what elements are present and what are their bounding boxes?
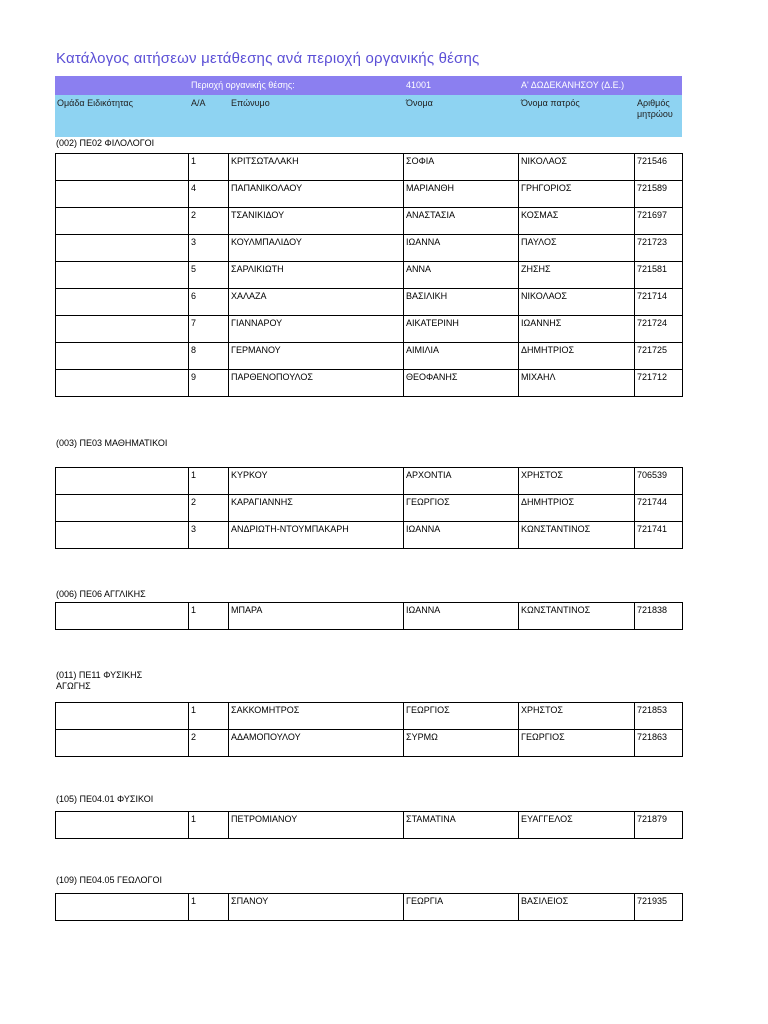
cell-aa — [189, 370, 229, 397]
cell-aa — [189, 812, 229, 839]
cell-surname-text: ΠΕΤΡΟΜΙΑΝΟΥ — [231, 814, 298, 824]
cell-name-text: ΑΝΑΣΤΑΣΙΑ — [406, 210, 455, 220]
table-row — [56, 262, 683, 289]
col-header-aa: Α/Α — [191, 98, 206, 108]
cell-father-name-text: ΧΡΗΣΤΟΣ — [521, 705, 563, 715]
group-table — [55, 702, 683, 757]
cell-father-name — [519, 235, 635, 262]
cell-name-text: ΜΑΡΙΑΝΘΗ — [406, 183, 455, 193]
cell-aa — [189, 316, 229, 343]
cell-surname-text: ΠΑΡΘΕΝΟΠΟΥΛΟΣ — [231, 372, 313, 382]
cell-name-text: ΓΕΩΡΓΙΑ — [406, 896, 444, 906]
cell-aa — [189, 468, 229, 495]
cell-father-name — [519, 812, 635, 839]
cell-surname — [229, 522, 404, 549]
cell-surname — [229, 370, 404, 397]
cell-specialty — [56, 289, 189, 316]
cell-aa-text: 3 — [191, 237, 197, 247]
cell-surname-text: ΣΑΚΚΟΜΗΤΡΟΣ — [231, 705, 300, 715]
cell-registry-number-text: 721741 — [637, 524, 668, 534]
cell-registry-number-text: 721697 — [637, 210, 668, 220]
cell-registry-number — [635, 703, 683, 730]
cell-registry-number — [635, 894, 683, 921]
cell-registry-number-text: 721853 — [637, 705, 668, 715]
cell-specialty — [56, 603, 189, 630]
col-header-registry-number: Αριθμός μητρώου — [637, 98, 673, 119]
cell-registry-number-text: 721879 — [637, 814, 668, 824]
cell-name — [404, 235, 519, 262]
cell-name-text: ΑΙΜΙΛΙΑ — [406, 345, 440, 355]
cell-father-name — [519, 208, 635, 235]
cell-aa — [189, 154, 229, 181]
cell-aa — [189, 289, 229, 316]
cell-father-name-text: ΚΩΝΣΤΑΝΤΙΝΟΣ — [521, 605, 591, 615]
cell-aa — [189, 181, 229, 208]
cell-father-name — [519, 730, 635, 757]
table-row — [56, 316, 683, 343]
cell-registry-number-text: 721863 — [637, 732, 668, 742]
cell-father-name — [519, 370, 635, 397]
group-label: (002) ΠΕ02 ΦΙΛΟΛΟΓΟΙ — [56, 138, 155, 148]
cell-specialty — [56, 522, 189, 549]
cell-registry-number-text: 721712 — [637, 372, 668, 382]
cell-father-name — [519, 894, 635, 921]
area-code: 41001 — [406, 80, 432, 90]
cell-surname — [229, 235, 404, 262]
cell-name-text: ΑΡΧΟΝΤΙΑ — [406, 470, 452, 480]
cell-specialty — [56, 181, 189, 208]
cell-registry-number — [635, 730, 683, 757]
group-label: (105) ΠΕ04.01 ΦΥΣΙΚΟΙ — [56, 794, 154, 804]
cell-registry-number-text: 721546 — [637, 156, 668, 166]
cell-father-name — [519, 468, 635, 495]
table-row — [56, 812, 683, 839]
cell-aa — [189, 522, 229, 549]
cell-specialty — [56, 495, 189, 522]
cell-name — [404, 812, 519, 839]
cell-aa — [189, 208, 229, 235]
cell-father-name — [519, 703, 635, 730]
cell-name-text: ΙΩΑΝΝΑ — [406, 237, 441, 247]
cell-father-name — [519, 181, 635, 208]
table-row — [56, 468, 683, 495]
cell-aa-text: 2 — [191, 497, 197, 507]
cell-name-text: ΓΕΩΡΓΙΟΣ — [406, 705, 450, 715]
cell-name — [404, 370, 519, 397]
cell-aa — [189, 703, 229, 730]
cell-father-name — [519, 495, 635, 522]
cell-name-text: ΑΙΚΑΤΕΡΙΝΗ — [406, 318, 459, 328]
column-header-bar — [55, 95, 682, 137]
cell-aa-text: 1 — [191, 705, 197, 715]
cell-father-name-text: ΒΑΣΙΛΕΙΟΣ — [521, 896, 569, 906]
cell-aa-text: 2 — [191, 210, 197, 220]
table-row — [56, 154, 683, 181]
cell-name — [404, 343, 519, 370]
table-row — [56, 730, 683, 757]
table-row — [56, 703, 683, 730]
cell-surname-text: ΚΡΙΤΣΩΤΑΛΑΚΗ — [231, 156, 299, 166]
cell-surname — [229, 812, 404, 839]
cell-aa-text: 3 — [191, 524, 197, 534]
cell-registry-number — [635, 262, 683, 289]
col-header-name: Όνομα — [406, 98, 433, 108]
cell-name-text: ΣΟΦΙΑ — [406, 156, 435, 166]
cell-aa-text: 1 — [191, 470, 197, 480]
table-row — [56, 603, 683, 630]
cell-surname — [229, 495, 404, 522]
cell-father-name-text: ΚΟΣΜΑΣ — [521, 210, 559, 220]
cell-specialty — [56, 262, 189, 289]
cell-aa — [189, 262, 229, 289]
cell-name-text: ΙΩΑΝΝΑ — [406, 524, 441, 534]
cell-aa — [189, 235, 229, 262]
cell-name — [404, 603, 519, 630]
cell-surname — [229, 343, 404, 370]
cell-father-name — [519, 343, 635, 370]
cell-aa-text: 1 — [191, 896, 197, 906]
cell-father-name-text: ΠΑΥΛΟΣ — [521, 237, 557, 247]
cell-surname — [229, 154, 404, 181]
cell-aa-text: 9 — [191, 372, 197, 382]
group-table — [55, 893, 683, 921]
cell-father-name-text: ΚΩΝΣΤΑΝΤΙΝΟΣ — [521, 524, 591, 534]
cell-specialty — [56, 235, 189, 262]
cell-aa-text: 4 — [191, 183, 197, 193]
cell-name — [404, 730, 519, 757]
cell-surname-text: ΚΑΡΑΓΙΑΝΝΗΣ — [231, 497, 293, 507]
table-row — [56, 235, 683, 262]
cell-surname-text: ΓΕΡΜΑΝΟΥ — [231, 345, 281, 355]
table-row — [56, 181, 683, 208]
cell-father-name-text: ΝΙΚΟΛΑΟΣ — [521, 156, 567, 166]
cell-name — [404, 262, 519, 289]
cell-registry-number-text: 721725 — [637, 345, 668, 355]
cell-specialty — [56, 370, 189, 397]
cell-specialty — [56, 343, 189, 370]
cell-surname-text: ΜΠΑΡΑ — [231, 605, 263, 615]
cell-father-name-text: ΖΗΣΗΣ — [521, 264, 551, 274]
cell-father-name — [519, 289, 635, 316]
group-table — [55, 811, 683, 839]
cell-specialty — [56, 812, 189, 839]
cell-father-name — [519, 154, 635, 181]
cell-name — [404, 208, 519, 235]
cell-name-text: ΙΩΑΝΝΑ — [406, 605, 441, 615]
cell-registry-number — [635, 522, 683, 549]
cell-father-name — [519, 316, 635, 343]
cell-surname-text: ΧΑΛΑΖΑ — [231, 291, 267, 301]
cell-registry-number — [635, 154, 683, 181]
cell-father-name — [519, 262, 635, 289]
group-table — [55, 467, 683, 549]
area-label: Περιοχή οργανικής θέσης: — [191, 80, 295, 90]
cell-aa — [189, 495, 229, 522]
cell-registry-number — [635, 468, 683, 495]
cell-surname-text: ΚΥΡΚΟΥ — [231, 470, 268, 480]
table-row — [56, 522, 683, 549]
cell-registry-number-text: 721838 — [637, 605, 668, 615]
cell-name — [404, 894, 519, 921]
cell-name-text: ΘΕΟΦΑΝΗΣ — [406, 372, 458, 382]
cell-name — [404, 468, 519, 495]
cell-father-name-text: ΜΙΧΑΗΛ — [521, 372, 556, 382]
cell-registry-number — [635, 603, 683, 630]
cell-surname-text: ΤΣΑΝΙΚΙΔΟΥ — [231, 210, 285, 220]
cell-surname — [229, 730, 404, 757]
cell-father-name-text: ΔΗΜΗΤΡΙΟΣ — [521, 497, 575, 507]
cell-registry-number-text: 721935 — [637, 896, 668, 906]
group-table — [55, 602, 683, 630]
cell-surname-text: ΠΑΠΑΝΙΚΟΛΑΟΥ — [231, 183, 303, 193]
cell-name — [404, 316, 519, 343]
group-label: (011) ΠΕ11 ΦΥΣΙΚΗΣ ΑΓΩΓΗΣ — [56, 670, 143, 691]
table-row — [56, 894, 683, 921]
cell-father-name — [519, 603, 635, 630]
cell-registry-number-text: 721723 — [637, 237, 668, 247]
cell-surname-text: ΚΟΥΛΜΠΑΛΙΔΟΥ — [231, 237, 302, 247]
cell-father-name — [519, 522, 635, 549]
cell-name-text: ΓΕΩΡΓΙΟΣ — [406, 497, 450, 507]
cell-name-text: ΒΑΣΙΛΙΚΗ — [406, 291, 448, 301]
cell-name — [404, 495, 519, 522]
table-row — [56, 343, 683, 370]
table-row — [56, 208, 683, 235]
cell-registry-number-text: 721724 — [637, 318, 668, 328]
cell-surname — [229, 316, 404, 343]
cell-name-text: ΣΥΡΜΩ — [406, 732, 438, 742]
cell-specialty — [56, 730, 189, 757]
cell-registry-number — [635, 235, 683, 262]
group-table — [55, 153, 683, 397]
cell-registry-number — [635, 495, 683, 522]
cell-registry-number-text: 721589 — [637, 183, 668, 193]
cell-aa — [189, 730, 229, 757]
cell-aa-text: 5 — [191, 264, 197, 274]
cell-surname — [229, 262, 404, 289]
cell-surname-text: ΓΙΑΝΝΑΡΟΥ — [231, 318, 283, 328]
cell-aa-text: 1 — [191, 605, 197, 615]
cell-surname-text: ΑΔΑΜΟΠΟΥΛΟΥ — [231, 732, 301, 742]
cell-registry-number-text: 721744 — [637, 497, 668, 507]
cell-surname — [229, 181, 404, 208]
cell-surname — [229, 603, 404, 630]
cell-father-name-text: ΝΙΚΟΛΑΟΣ — [521, 291, 567, 301]
cell-name — [404, 289, 519, 316]
cell-registry-number — [635, 343, 683, 370]
cell-father-name-text: ΧΡΗΣΤΟΣ — [521, 470, 563, 480]
cell-aa — [189, 343, 229, 370]
cell-specialty — [56, 468, 189, 495]
cell-aa-text: 1 — [191, 156, 197, 166]
cell-surname — [229, 208, 404, 235]
cell-registry-number — [635, 181, 683, 208]
cell-aa-text: 2 — [191, 732, 197, 742]
col-header-specialty: Ομάδα Ειδικότητας — [57, 98, 133, 108]
cell-specialty — [56, 894, 189, 921]
cell-surname-text: ΑΝΔΡΙΩΤΗ-ΝΤΟΥΜΠΑΚΑΡΗ — [231, 524, 349, 534]
page-title: Κατάλογος αιτήσεων μετάθεσης ανά περιοχή οργανικής θέσης — [56, 50, 480, 67]
cell-surname — [229, 289, 404, 316]
group-label: (006) ΠΕ06 ΑΓΓΛΙΚΗΣ — [56, 589, 146, 599]
cell-aa — [189, 894, 229, 921]
cell-specialty — [56, 154, 189, 181]
cell-surname — [229, 468, 404, 495]
table-row — [56, 289, 683, 316]
cell-surname — [229, 894, 404, 921]
cell-father-name-text: ΕΥΑΓΓΕΛΟΣ — [521, 814, 573, 824]
col-header-surname: Επώνυμο — [231, 98, 270, 108]
col-header-father-name: Όνομα πατρός — [521, 98, 580, 108]
cell-registry-number — [635, 812, 683, 839]
cell-surname — [229, 703, 404, 730]
cell-registry-number — [635, 370, 683, 397]
cell-specialty — [56, 316, 189, 343]
cell-aa-text: 1 — [191, 814, 197, 824]
table-row — [56, 495, 683, 522]
cell-aa — [189, 603, 229, 630]
cell-registry-number-text: 721581 — [637, 264, 668, 274]
cell-father-name-text: ΓΡΗΓΟΡΙΟΣ — [521, 183, 572, 193]
cell-father-name-text: ΓΕΩΡΓΙΟΣ — [521, 732, 565, 742]
cell-father-name-text: ΔΗΜΗΤΡΙΟΣ — [521, 345, 575, 355]
cell-aa-text: 7 — [191, 318, 197, 328]
cell-name — [404, 522, 519, 549]
cell-specialty — [56, 208, 189, 235]
cell-registry-number-text: 721714 — [637, 291, 668, 301]
cell-registry-number — [635, 289, 683, 316]
cell-father-name-text: ΙΩΑΝΝΗΣ — [521, 318, 562, 328]
group-label: (003) ΠΕ03 ΜΑΘΗΜΑΤΙΚΟΙ — [56, 438, 168, 448]
cell-name-text: ΣΤΑΜΑΤΙΝΑ — [406, 814, 456, 824]
cell-surname-text: ΣΑΡΛΙΚΙΩΤΗ — [231, 264, 284, 274]
group-label: (109) ΠΕ04.05 ΓΕΩΛΟΓΟΙ — [56, 875, 163, 885]
table-row — [56, 370, 683, 397]
area-header-bar — [55, 76, 682, 95]
cell-name — [404, 703, 519, 730]
cell-name-text: ΑΝΝΑ — [406, 264, 432, 274]
cell-registry-number — [635, 208, 683, 235]
cell-registry-number — [635, 316, 683, 343]
cell-specialty — [56, 703, 189, 730]
cell-aa-text: 6 — [191, 291, 197, 301]
cell-registry-number-text: 706539 — [637, 470, 668, 480]
cell-name — [404, 154, 519, 181]
cell-surname-text: ΣΠΑΝΟΥ — [231, 896, 269, 906]
cell-aa-text: 8 — [191, 345, 197, 355]
cell-name — [404, 181, 519, 208]
area-name: Α' ΔΩΔΕΚΑΝΗΣΟΥ (Δ.Ε.) — [521, 80, 625, 90]
